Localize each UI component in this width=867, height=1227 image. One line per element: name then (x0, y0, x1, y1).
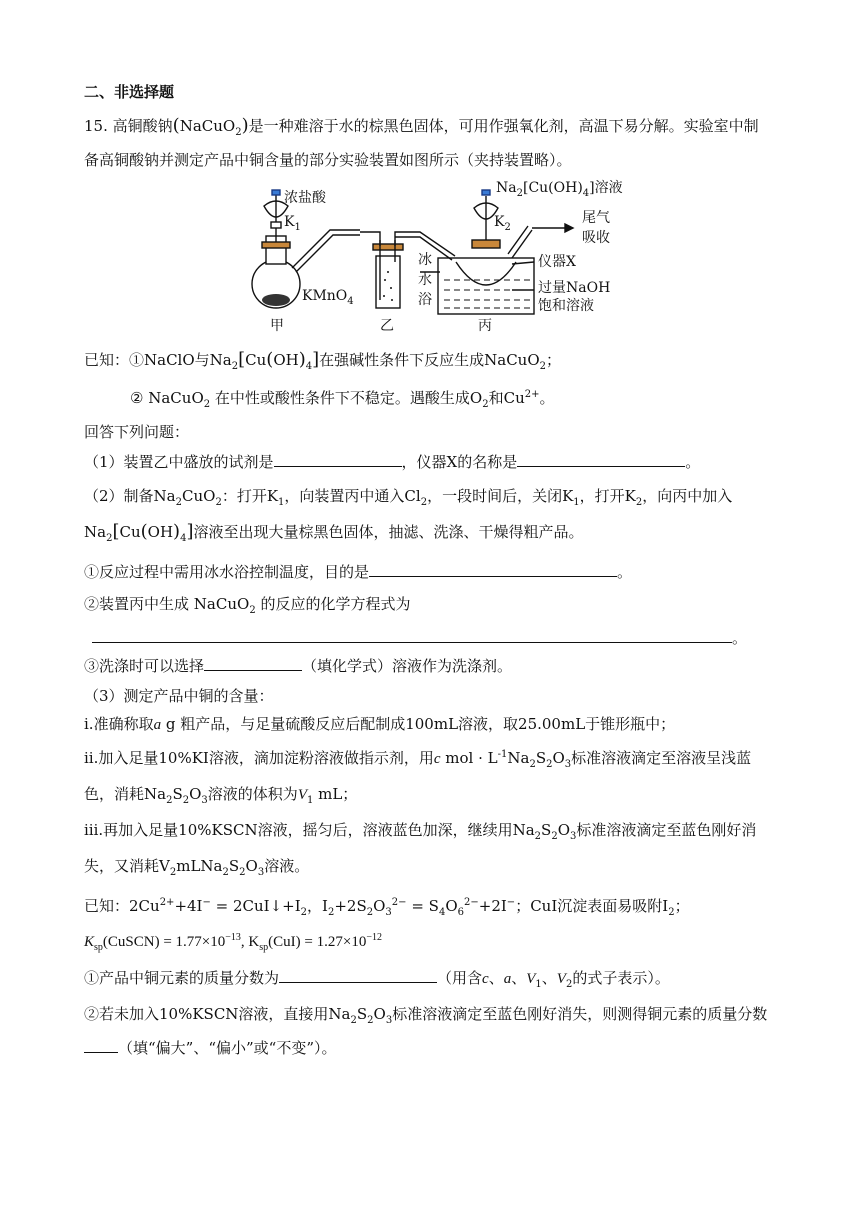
label-na2cuoh4: $Na_2[Cu(OH)_4]$溶液 (496, 180, 623, 199)
section-title: 二、非选择题 (84, 83, 175, 101)
answer-blank[interactable] (279, 968, 437, 983)
answer-blank[interactable] (92, 628, 732, 643)
label-absorb: 吸收 (582, 230, 610, 246)
part-3-iii-line2: 失，又消耗$V_2mLNa_2S_2O_3$溶液。 (84, 857, 310, 878)
final-q2: ②若未加入10%KSCN溶液，直接用$Na_2S_2O_3$标准溶液滴定至蓝色刚好消失，则测得铜元素的质量分数 (84, 1005, 768, 1026)
known-1: 已知：①NaClO与$Na_2[Cu(OH)_4]$在强碱性条件下反应生成NaCuO$_2$； (84, 349, 562, 372)
part-3-ii: ⅱ.加入足量10%KI溶液，滴加淀粉溶液做指示剂，用c mol · $L^{-1}Na_2S_2O_3$标准溶液滴定至溶液呈浅蓝 (84, 749, 752, 770)
label-ice-1: 冰 (418, 252, 432, 268)
answer-prompt: 回答下列问题： (84, 423, 190, 441)
label-naoh-2: 饱和溶液 (538, 298, 594, 314)
kmno4-solid (262, 294, 290, 306)
answer-blank[interactable] (274, 452, 402, 467)
known-2: ② NaCuO$_2$ 在中性或酸性条件下不稳定。遇酸生成$O_2$和$Cu^{2+}$。 (130, 389, 555, 410)
label-tail-gas: 尾气 (582, 210, 610, 226)
label-hcl: 浓盐酸 (284, 190, 326, 206)
answer-blank[interactable] (84, 1038, 118, 1053)
final-q2-line2: （填“偏大”、“偏小”或“不变”）。 (84, 1038, 337, 1058)
final-q1: ①产品中铜元素的质量分数为 （用含c、a、$V_1$、$V_2$的式子表示）。 (84, 969, 670, 990)
label-kmno4: KMnO$_4$ (302, 288, 354, 307)
ksp-values: $K_{sp}(CuSCN) = 1.77\times 10^{-13}$, $K_{sp}(CuI) = 1.27\times 10^{-12}$ (84, 932, 382, 953)
answer-blank[interactable] (204, 656, 302, 671)
answer-blank[interactable] (517, 452, 685, 467)
part-2: （2）制备$Na_2CuO_2$：打开$K_1$，向装置丙中通入$Cl_2$，一段时间后，关闭$K_1$，打开$K_2$，向丙中加入 (84, 487, 733, 508)
answer-blank[interactable] (369, 562, 617, 577)
question-15-intro: 15. 高铜酸钠(NaCuO$_2$)是一种难溶于水的棕黑色固体，可用作强氧化剂，高温下易分解。实验室中制 (84, 115, 759, 138)
part-3-i: ⅰ.准确称取a g 粗产品，与足量硫酸反应后配制成100mL溶液，取25.00mL于锥形瓶中； (84, 715, 676, 733)
label-yi: 乙 (380, 318, 394, 334)
label-jia: 甲 (270, 318, 284, 334)
label-instrument-x: 仪器X (538, 254, 576, 270)
label-naoh-1: 过量NaOH (538, 280, 611, 296)
part-1: （1）装置乙中盛放的试剂是 ，仪器X的名称是 。 (84, 453, 701, 471)
question-15-intro-line2: 备高铜酸钠并测定产品中铜含量的部分实验装置如图所示（夹持装置略）。 (84, 151, 572, 169)
part-2-line2: $Na_2[Cu(OH)_4]$溶液至出现大量棕黑色固体，抽滤、洗涤、干燥得粗产品。 (84, 521, 584, 544)
label-k2: $K_2$ (494, 214, 511, 233)
part-2-q3: ③洗涤时可以选择 （填化学式）溶液作为洗涤剂。 (84, 657, 513, 675)
part-2-q2-line: 。 (92, 628, 747, 648)
label-ice-3: 浴 (418, 292, 432, 308)
apparatus-figure (0, 0, 867, 340)
label-k1: $K_1$ (284, 214, 301, 233)
known-3: 已知：$2Cu^{2+}+4I^-$ = $2CuI↓+I_2$，$I_2+2S_2O_3^{2-} = S_4O_6^{2-}+2I^-$；CuI沉淀表面易吸附$I_2$； (84, 897, 690, 918)
part-2-q2: ②装置丙中生成 NaCuO$_2$ 的反应的化学方程式为 (84, 595, 411, 616)
part-2-q1: ①反应过程中需用冰水浴控制温度，目的是 。 (84, 563, 633, 581)
part-3-ii-line2: 色，消耗$Na_2S_2O_3$溶液的体积为$V_1$ mL； (84, 785, 358, 806)
label-ice-2: 水 (418, 272, 432, 288)
part-3-iii: ⅲ.再加入足量10%KSCN溶液，摇匀后，溶液蓝色加深，继续用$Na_2S_2O_3$标准溶液滴定至蓝色刚好消 (84, 821, 757, 842)
label-bing: 丙 (478, 318, 492, 334)
part-3-title: （3）测定产品中铜的含量： (84, 687, 274, 705)
